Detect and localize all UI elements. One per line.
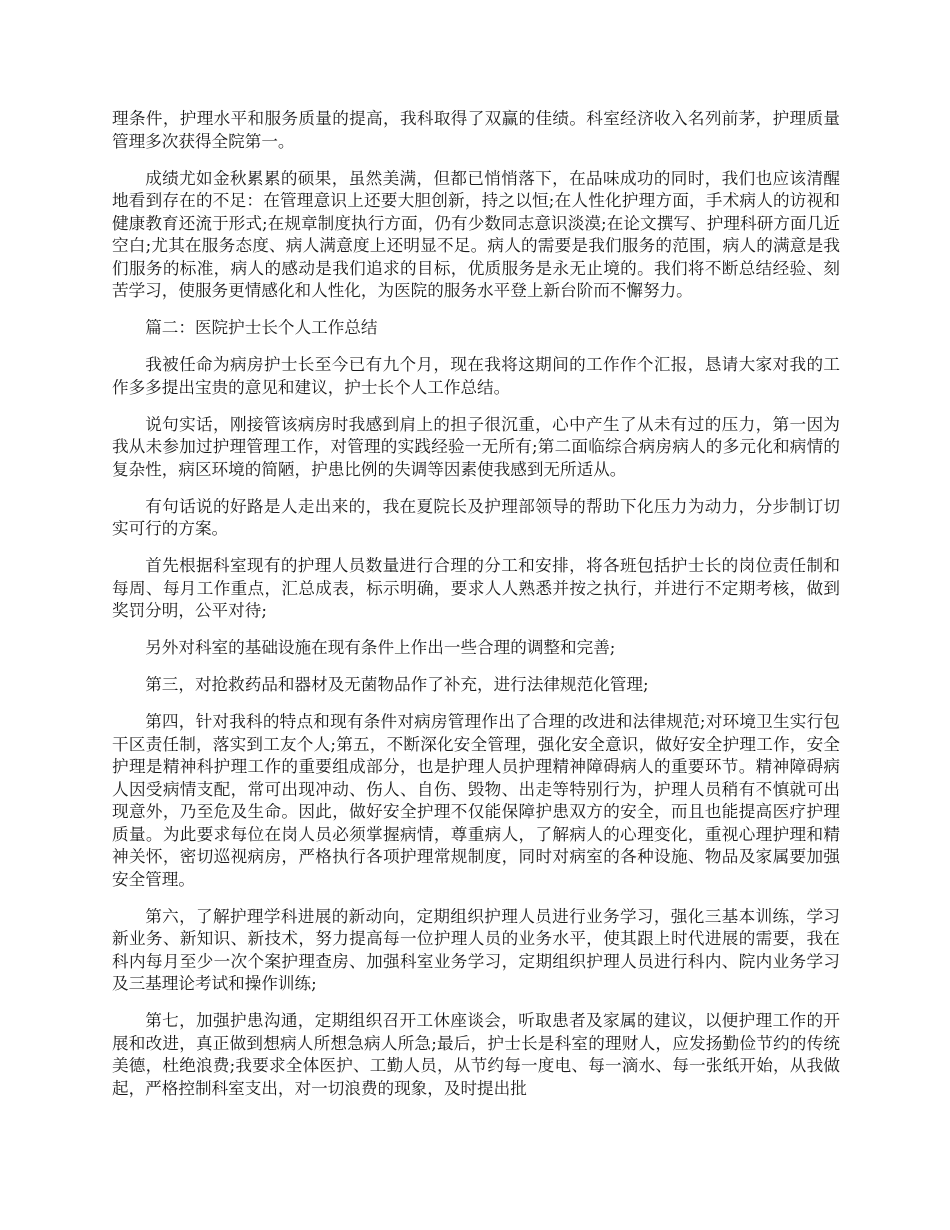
section-heading: 篇二：医院护士长个人工作总结 [145, 318, 378, 337]
paragraph-11: 第六，了解护理学科进展的新动向，定期组织护理人员进行业务学习，强化三基本训练，学习新业务、新知识、新技术，努力提高每一位护理人员的业务水平，使其跟上时代进展的需要，我在科内每月至少一次个案护理查房、加强科室业务学习，定期组织护理人员进行科内、院内业务学习及三基理论考试和操作训练; [112, 906, 840, 993]
paragraph-9: 第三，对抢救药品和器材及无菌物品作了补充，进行法律规范化管理; [145, 675, 649, 694]
paragraph-2: 成绩尤如金秋累累的硕果，虽然美满，但都已悄悄落下，在品味成功的同时，我们也应该清醒地看到存在的不足：在管理意识上还要大胆创新，持之以恒;在人性化护理方面，手术病人的访视和健康教育还流于形式;在规章制度执行方面，仍有少数同志意识淡漠;在论文撰写、护理科研方面几近空白;尤其在服务态度、病人满意度上还明显不足。病人的需要是我们服务的范围，病人的满意是我们服务的标准，病人的感动是我们追求的目标，优质服务是永无止境的。我们将不断总结经验、刻苦学习，使服务更情感化和人性化，为医院的服务水平登上新台阶而不懈努力。 [112, 168, 840, 300]
document-page [112, 108, 840, 1115]
paragraph-10: 第四，针对我科的特点和现有条件对病房管理作出了合理的改进和法律规范;对环境卫生实行包干区责任制，落实到工友个人;第五，不断深化安全管理，强化安全意识，做好安全护理工作，安全护理是精神科护理工作的重要组成部分，也是护理人员护理精神障碍病人的重要环节。精神障碍病人因受病情支配，常可出现冲动、伤人、自伤、毁物、出走等特别行为，护理人员稍有不慎就可出现意外，乃至危及生命。因此，做好安全护理不仅能保障护患双方的安全，而且也能提高医疗护理质量。为此要求每位在岗人员必须掌握病情，尊重病人，了解病人的心理变化，重视心理护理和精神关怀，密切巡视病房，严格执行各项护理常规制度，同时对病室的各种设施、物品及家属要加强安全管理。 [112, 712, 840, 889]
paragraph-8: 另外对科室的基础设施在现有条件上作出一些合理的调整和完善; [145, 638, 616, 657]
paragraph-12: 第七，加强护患沟通，定期组织召开工休座谈会，听取患者及家属的建议，以便护理工作的开展和改进，真正做到想病人所想急病人所急;最后，护士长是科室的理财人，应发扬勤俭节约的传统美德，杜绝浪费;我要求全体医护、工勤人员，从节约每一度电、每一滴水、每一张纸开始，从我做起，严格控制科室支出，对一切浪费的现象，及时提出批 [112, 1011, 840, 1098]
paragraph-5: 说句实话，刚接管该病房时我感到肩上的担子很沉重，心中产生了从未有过的压力，第一因为我从未参加过护理管理工作，对管理的实践经验一无所有;第二面临综合病房病人的多元化和病情的复杂性，病区环境的简陋，护患比例的失调等因素使我感到无所适从。 [112, 414, 840, 479]
paragraph-4: 我被任命为病房护士长至今已有九个月，现在我将这期间的工作作个汇报，恳请大家对我的工作多多提出宝贵的意见和建议，护士长个人工作总结。 [112, 355, 840, 397]
paragraph-7: 首先根据科室现有的护理人员数量进行合理的分工和安排，将各班包括护士长的岗位责任制和每周、每月工作重点，汇总成表，标示明确，要求人人熟悉并按之执行，并进行不定期考核，做到奖罚分明，公平对待; [112, 556, 840, 620]
paragraph-6: 有句话说的好路是人走出来的，我在夏院长及护理部领导的帮助下化压力为动力，分步制订切实可行的方案。 [112, 496, 840, 538]
paragraph-1: 理条件，护理水平和服务质量的提高，我科取得了双赢的佳绩。科室经济收入名列前茅，护理质量管理多次获得全院第一。 [112, 109, 840, 151]
